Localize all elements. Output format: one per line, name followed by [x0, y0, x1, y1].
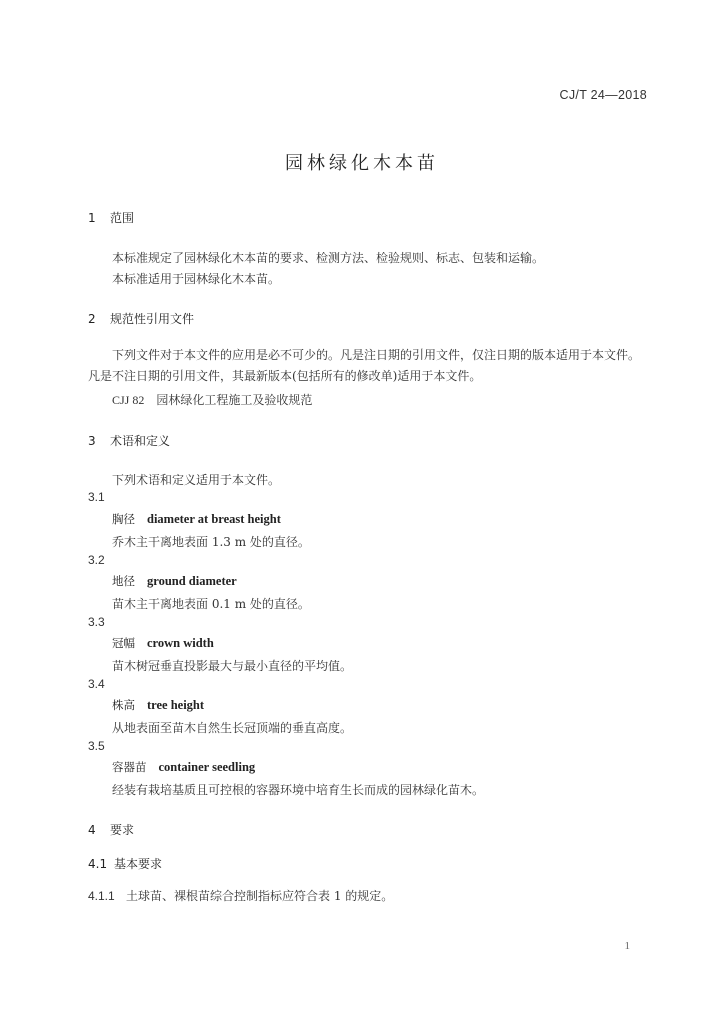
term-definition: 苗木树冠垂直投影最大与最小直径的平均值。	[112, 659, 353, 673]
term-number: 3.1	[88, 490, 105, 504]
subsection-title: 基本要求	[114, 857, 163, 871]
term-en: container seedling	[158, 760, 256, 774]
reference-title: 园林绿化工程施工及验收规范	[156, 393, 313, 407]
term-definition: 经装有栽培基质且可控根的容器环境中培育生长而成的园林绿化苗木。	[112, 783, 485, 797]
section-title: 术语和定义	[110, 434, 171, 448]
section-3-heading	[88, 432, 170, 449]
section-title: 范围	[110, 211, 135, 225]
section-number: 3	[88, 434, 96, 448]
term-heading	[112, 697, 204, 713]
section-number: 1	[88, 211, 96, 225]
section-title: 要求	[110, 823, 135, 837]
term-en: tree height	[147, 698, 205, 712]
scope-paragraph-1: 本标准规定了园林绿化木本苗的要求、检测方法、检验规则、标志、包装和运输。	[112, 251, 545, 265]
clause-4-1-1	[88, 887, 393, 904]
term-zh: 地径	[112, 574, 135, 588]
term-en: diameter at breast height	[147, 512, 281, 526]
normative-references-paragraph: 下列文件对于本文件的应用是必不可少的。凡是注日期的引用文件，仅注日期的版本适用于本文件。凡是不注日期的引用文件，其最新版本(包括所有的修改单)适用于本文件。	[88, 348, 641, 383]
term-heading	[112, 759, 255, 775]
term-zh: 冠幅	[112, 636, 135, 650]
document-title: 园林绿化木本苗	[285, 153, 439, 174]
term-zh: 容器苗	[112, 760, 147, 774]
section-4-heading	[88, 821, 134, 838]
term-number: 3.3	[88, 615, 105, 629]
term-number: 3.5	[88, 739, 105, 753]
section-2-heading	[88, 310, 194, 327]
term-en: crown width	[147, 636, 214, 650]
standard-code: CJ/T 24—2018	[559, 88, 647, 102]
section-number: 2	[88, 312, 96, 326]
term-zh: 株高	[112, 698, 135, 712]
section-number: 4	[88, 823, 96, 837]
subsection-number: 4.1	[88, 857, 108, 871]
term-en: ground diameter	[147, 574, 237, 588]
clause-text: 土球苗、裸根苗综合控制指标应符合表 1 的规定。	[126, 889, 394, 903]
terms-intro: 下列术语和定义适用于本文件。	[112, 473, 281, 487]
term-zh: 胸径	[112, 512, 135, 526]
term-number: 3.2	[88, 553, 105, 567]
section-title: 规范性引用文件	[110, 312, 195, 326]
term-definition: 苗木主干离地表面 0.1 m 处的直径。	[112, 597, 310, 611]
term-definition: 乔木主干离地表面 1.3 m 处的直径。	[112, 535, 310, 549]
term-definition: 从地表面至苗木自然生长冠顶端的垂直高度。	[112, 721, 353, 735]
term-heading	[112, 573, 237, 589]
term-heading	[112, 511, 281, 527]
clause-number: 4.1.1	[88, 889, 115, 903]
term-number: 3.4	[88, 677, 105, 691]
reference-code: CJJ 82	[112, 393, 145, 407]
term-heading	[112, 635, 214, 651]
section-1-heading	[88, 209, 134, 226]
subsection-heading	[88, 855, 162, 872]
scope-paragraph-2: 本标准适用于园林绿化木本苗。	[112, 272, 281, 286]
page-number: 1	[624, 940, 630, 952]
reference-entry	[112, 391, 312, 408]
